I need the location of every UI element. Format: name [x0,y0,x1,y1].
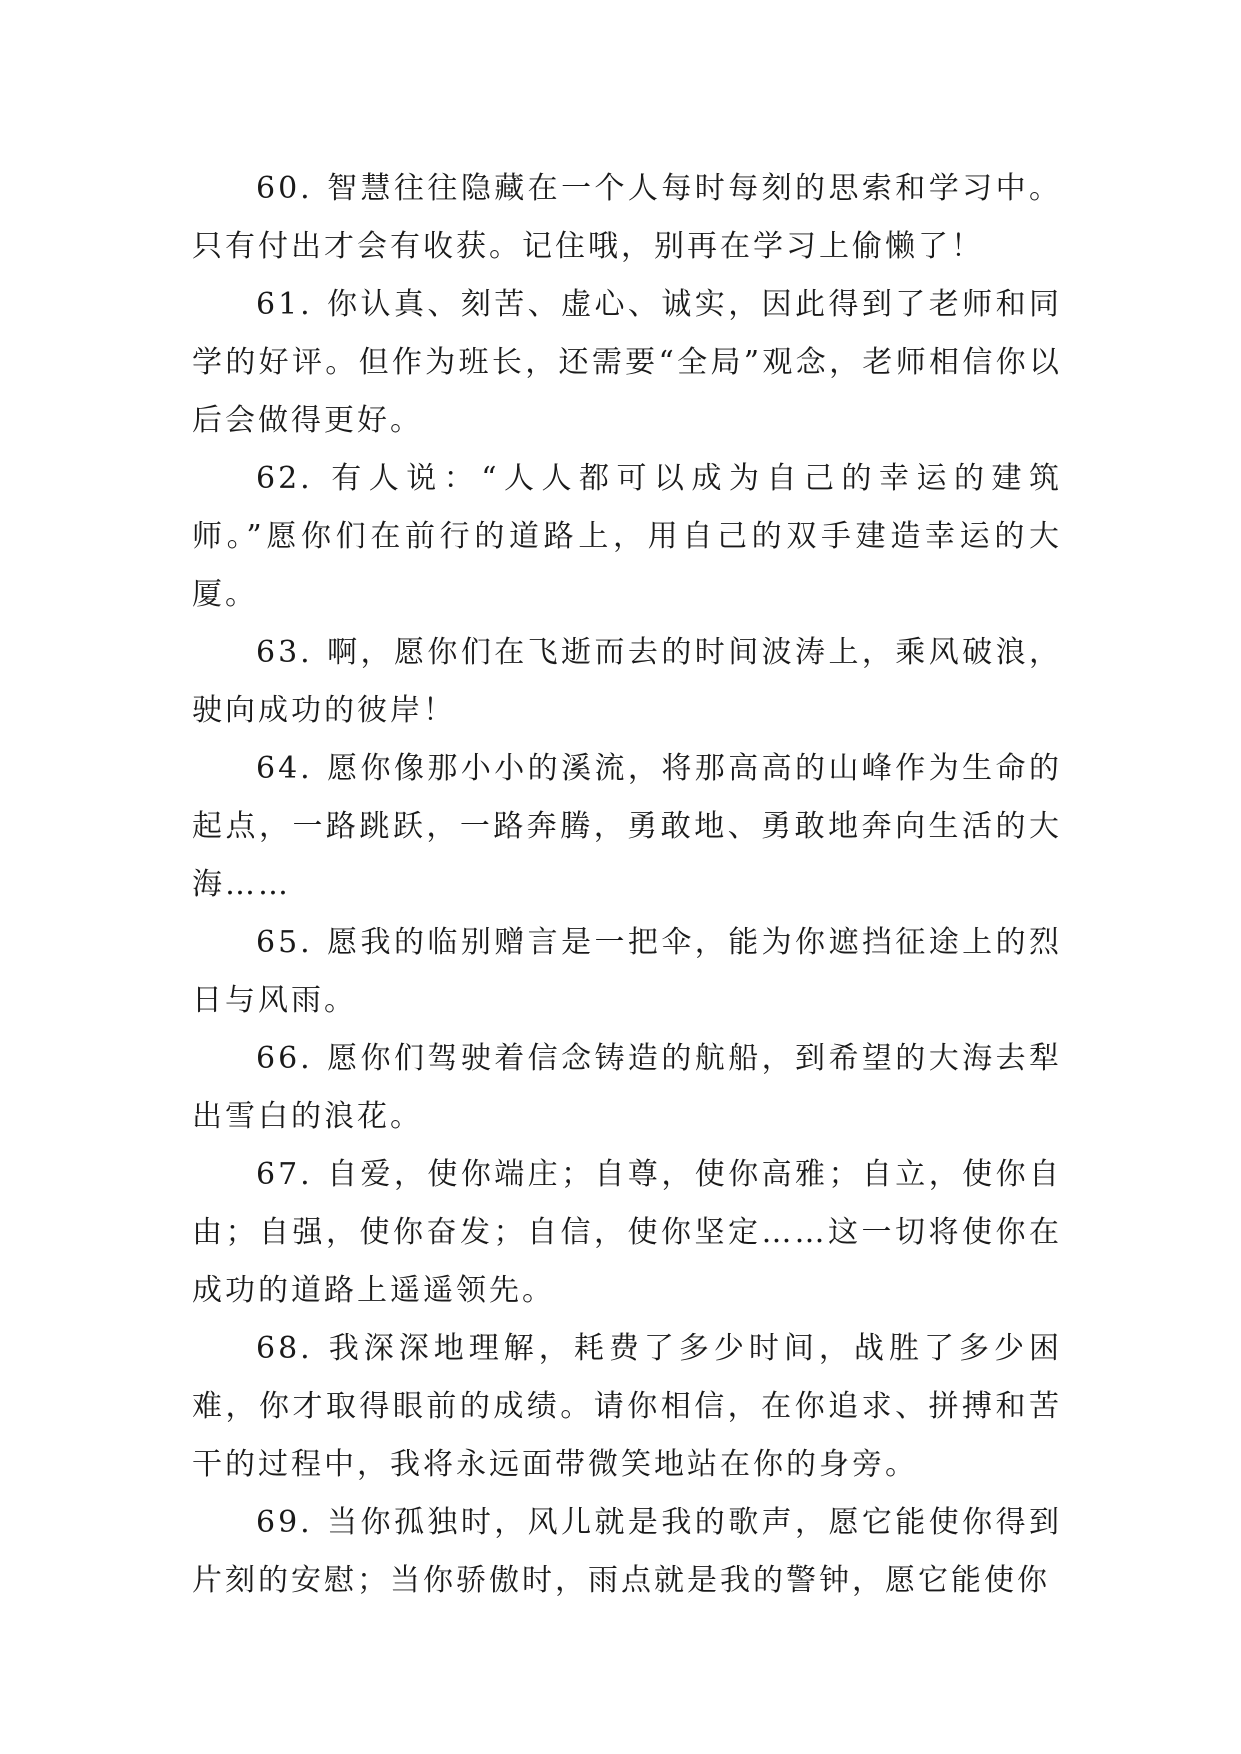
document-page [192,160,1062,1610]
paragraph-number: 62. [256,461,313,496]
paragraph-text: 愿你们驾驶着信念铸造的航船，到希望的大海去犁出雪白的浪花。 [192,1041,1062,1134]
paragraph-68 [192,1320,1062,1494]
paragraph-64 [192,740,1062,914]
paragraph-67 [192,1146,1062,1320]
paragraph-text: 啊，愿你们在飞逝而去的时间波涛上，乘风破浪，驶向成功的彼岸！ [192,635,1062,728]
paragraph-number: 60. [256,171,313,206]
paragraph-text: 你认真、刻苦、虚心、诚实，因此得到了老师和同学的好评。但作为班长，还需要“全局”观念，老师相信你以后会做得更好。 [192,287,1062,438]
paragraph-61 [192,276,1062,450]
paragraph-63 [192,624,1062,740]
paragraph-69 [192,1494,1062,1610]
paragraph-number: 61. [256,287,313,322]
paragraph-text: 自爱，使你端庄；自尊，使你高雅；自立，使你自由；自强，使你奋发；自信，使你坚定……这一切将使你在成功的道路上遥遥领先。 [192,1157,1062,1308]
paragraph-text: 愿我的临别赠言是一把伞，能为你遮挡征途上的烈日与风雨。 [192,925,1062,1018]
paragraph-text: 我深深地理解，耗费了多少时间，战胜了多少困难，你才取得眼前的成绩。请你相信，在你追求、拼搏和苦干的过程中，我将永远面带微笑地站在你的身旁。 [192,1331,1062,1482]
paragraph-text: 智慧往往隐藏在一个人每时每刻的思索和学习中。只有付出才会有收获。记住哦，别再在学习上偷懒了！ [192,171,1062,264]
paragraph-text: 有人说：“人人都可以成为自己的幸运的建筑师。”愿你们在前行的道路上，用自己的双手建造幸运的大厦。 [192,461,1062,612]
paragraph-60 [192,160,1062,276]
paragraph-62 [192,450,1062,624]
paragraph-number: 68. [256,1331,313,1366]
paragraph-number: 67. [256,1157,313,1192]
paragraph-65 [192,914,1062,1030]
paragraph-text: 愿你像那小小的溪流，将那高高的山峰作为生命的起点，一路跳跃，一路奔腾，勇敢地、勇敢地奔向生活的大海…… [192,751,1062,902]
paragraph-text: 当你孤独时，风儿就是我的歌声，愿它能使你得到片刻的安慰；当你骄傲时，雨点就是我的警钟，愿它能使你 [192,1505,1062,1598]
paragraph-number: 64. [256,751,313,786]
paragraph-66 [192,1030,1062,1146]
paragraph-number: 66. [256,1041,313,1076]
paragraph-number: 63. [256,635,313,670]
paragraph-number: 65. [256,925,313,960]
paragraph-number: 69. [256,1505,313,1540]
